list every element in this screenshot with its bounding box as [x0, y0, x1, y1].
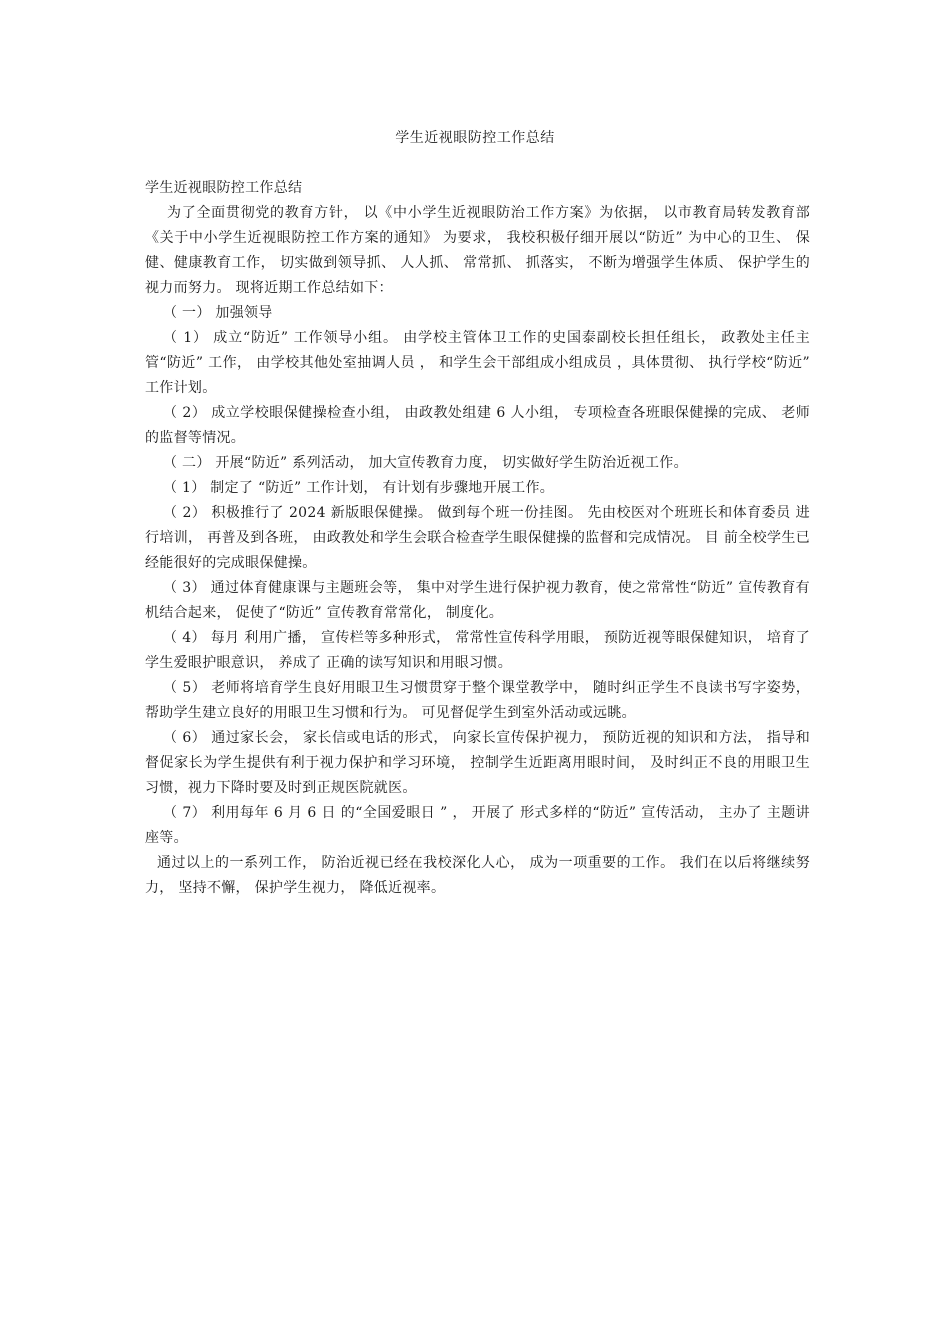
document-title: 学生近视眼防控工作总结 [395, 130, 555, 146]
paragraph-section-2-item-2: （ 2） 积极推行了 2024 新版眼保健操。 做到每个班一份挂图。 先由校医对个班班长和体育委员 进行培训， 再普及到各班， 由政教处和学生会联合检查学生眼保健操的监督和完成情况。 目 前全校学生已经能很好的完成眼保健操。 [145, 505, 810, 571]
paragraph-section-1-heading: （ 一） 加强领导 [163, 305, 273, 321]
paragraph-section-2-heading: （ 二） 开展“防近” 系列活动， 加大宣传教育力度， 切实做好学生防治近视工作。 [163, 455, 688, 471]
document-body [145, 176, 810, 901]
paragraph-section-2-item-7: （ 7） 利用每年 6 月 6 日 的“全国爱眼日 ” ， 开展了 形式多样的“防近” 宣传活动， 主办了 主题讲座等。 [145, 805, 810, 846]
paragraph-intro: 为了全面贯彻党的教育方针， 以《中小学生近视眼防治工作方案》为依据， 以市教育局转发教育部《关于中小学生近视眼防控工作方案的通知》 为要求， 我校积极仔细开展以“防近” 为中心的卫生、 保健、健康教育工作， 切实做到领导抓、 人人抓、 常常抓、 抓落实， 不断为增强学生体质、 保护学生的视力而努力。 现将近期工作总结如下： [145, 205, 810, 296]
paragraph-section-2-item-1: （ 1） 制定了 “防近” 工作计划， 有计划有步骤地开展工作。 [163, 480, 555, 496]
paragraph-section-2-item-5: （ 5） 老师将培育学生良好用眼卫生习惯贯穿于整个课堂教学中， 随时纠正学生不良读书写字姿势， 帮助学生建立良好的用眼卫生习惯和行为。 可见督促学生到室外活动或远眺。 [145, 680, 810, 721]
paragraph-section-2-item-6: （ 6） 通过家长会， 家长信或电话的形式， 向家长宣传保护视力， 预防近视的知识和方法， 指导和督促家长为学生提供有利于视力保护和学习环境， 控制学生近距离用眼时间， 及时纠正不良的用眼卫生习惯，视力下降时要及时到正规医院就医。 [145, 730, 810, 796]
paragraph-section-1-item-1: （ 1） 成立“防近” 工作领导小组。 由学校主管体卫工作的史国泰副校长担任组长， 政教处主任主管“防近” 工作， 由学校其他处室抽调人员 ， 和学生会干部组成小组成员 ，具体贯彻、 执行学校“防近” 工作计划。 [145, 330, 810, 396]
paragraph-section-2-item-4: （ 4） 每月 利用广播， 宣传栏等多种形式， 常常性宣传科学用眼， 预防近视等眼保健知识， 培育了 学生爱眼护眼意识， 养成了 正确的读写知识和用眼习惯。 [145, 630, 810, 671]
document-subtitle: 学生近视眼防控工作总结 [145, 180, 303, 196]
paragraph-section-1-item-2: （ 2） 成立学校眼保健操检查小组， 由政教处组建 6 人小组， 专项检查各班眼保健操的完成、 老师的监督等情况。 [145, 405, 810, 446]
paragraph-conclusion: 通过以上的一系列工作， 防治近视已经在我校深化人心， 成为一项重要的工作。 我们在以后将继续努力， 坚持不懈， 保护学生视力， 降低近视率。 [145, 855, 810, 896]
paragraph-section-2-item-3: （ 3） 通过体育健康课与主题班会等， 集中对学生进行保护视力教育，使之常常性“防近” 宣传教育有机结合起来， 促使了“防近” 宣传教育常常化， 制度化。 [145, 580, 810, 621]
